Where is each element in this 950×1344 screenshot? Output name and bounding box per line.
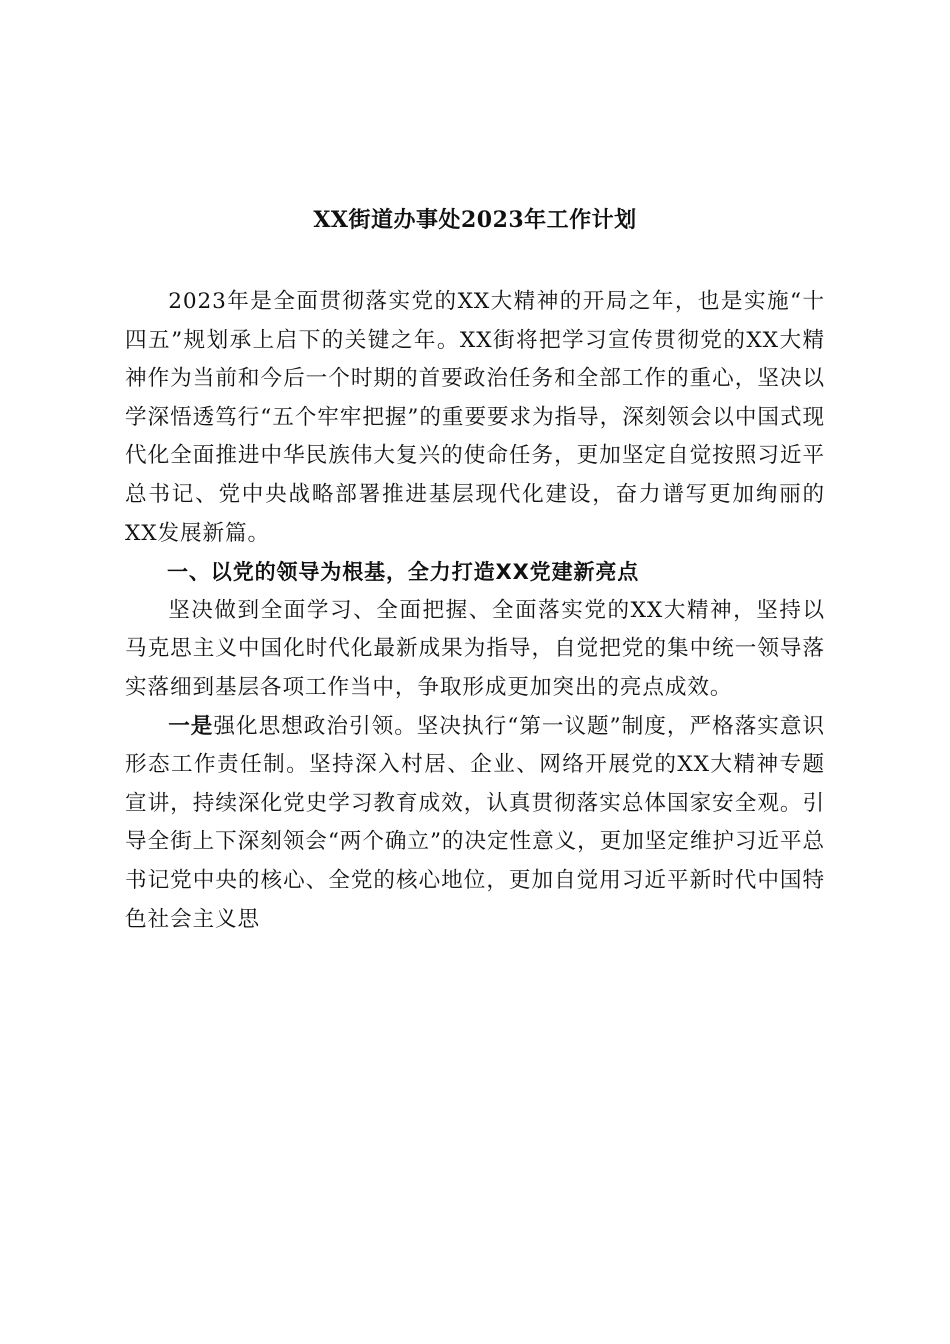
section-1-heading: 一、以党的领导为根基，全力打造XX党建新亮点: [167, 560, 640, 585]
item-1-text: 强化思想政治引领。坚决执行“第一议题”制度，严格落实意识形态工作责任制。坚持深入村居、企业、网络开展党的XX大精神专题宣讲，持续深化党史学习教育成效，认真贯彻落实总体国家安全观。引导全街上下深刻领会“两个确立”的决定性意义，更加坚定维护习近平总书记党中央的核心、全党的核心地位，更加自觉用习近平新时代中国特色社会主义思: [125, 713, 825, 932]
document-title: XX街道办事处2023年工作计划: [313, 207, 637, 233]
intro-paragraph: 2023年是全面贯彻落实党的XX大精神的开局之年，也是实施“十四五”规划承上启下的关键之年。XX街将把学习宣传贯彻党的XX大精神作为当前和今后一个时期的首要政治任务和全部工作的重心，坚决以学深悟透笃行“五个牢牢把握”的重要要求为指导，深刻领会以中国式现代化全面推进中华民族伟大复兴的使命任务，更加坚定自觉按照习近平总书记、党中央战略部署推进基层现代化建设，奋力谱写更加绚丽的XX发展新篇。: [125, 289, 825, 546]
document-body: [125, 283, 825, 939]
item-1-lead: 一是: [168, 713, 214, 739]
section-1-paragraph: 坚决做到全面学习、全面把握、全面落实党的XX大精神，坚持以马克思主义中国化时代化最新成果为指导，自觉把党的集中统一领导落实落细到基层各项工作当中，争取形成更加突出的亮点成效。: [125, 597, 825, 700]
section-1-item-1: [125, 708, 825, 940]
